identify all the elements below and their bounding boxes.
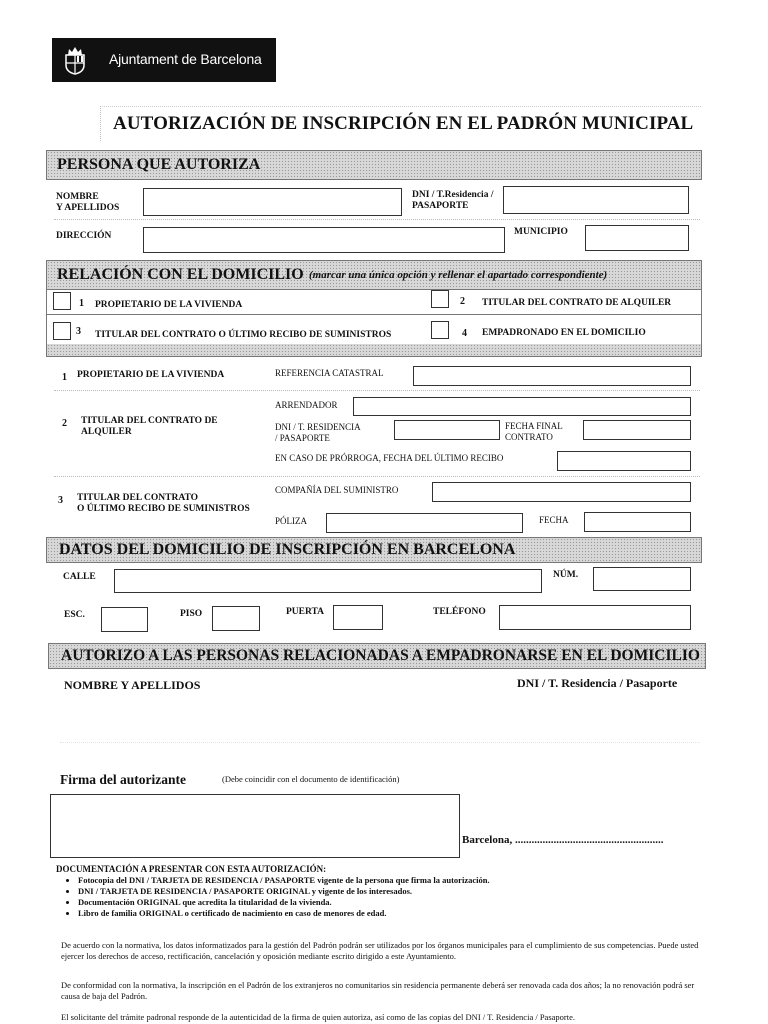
option-1-number: 1: [79, 298, 84, 309]
nombre-apellidos-field[interactable]: [143, 188, 402, 216]
option-propietario-checkbox[interactable]: [53, 292, 71, 310]
legal-note-2: De conformidad con la normativa, la inscripción en el Padrón de los extranjeros no comunitarios sin residencia permanente deberá ser renovada cada dos años; la no renovación podrá ser causa de baja del Padrón.: [61, 980, 695, 1001]
option-2-number: 2: [460, 296, 465, 307]
option-4-number: 4: [462, 328, 467, 339]
sub3-label-line1: TITULAR DEL CONTRATO: [77, 493, 199, 503]
municipio-field[interactable]: [585, 225, 689, 251]
ajuntament-logo: [52, 38, 276, 82]
num-field[interactable]: [593, 567, 691, 591]
arrendador-field[interactable]: [353, 397, 691, 416]
fecha-final-label-line1: FECHA FINAL: [505, 421, 563, 431]
document-title-frame: [100, 106, 701, 141]
fecha-final-contrato-label: [505, 421, 563, 443]
arrendador-label: ARRENDADOR: [275, 400, 338, 410]
sub2-label-line1: TITULAR DEL CONTRATO DE: [81, 416, 218, 426]
separator: [54, 390, 700, 391]
separator: [47, 314, 701, 315]
option-3-label: TITULAR DEL CONTRATO O ÚLTIMO RECIBO DE SUMINISTROS: [95, 330, 392, 340]
option-1-label: PROPIETARIO DE LA VIVIENDA: [95, 300, 243, 310]
sub3-label: [77, 493, 250, 515]
documentacion-header: DOCUMENTACIÓN A PRESENTAR CON ESTA AUTORIZACIÓN:: [56, 864, 327, 874]
sub1-label: PROPIETARIO DE LA VIVIENDA: [77, 370, 225, 380]
barcelona-emblem-icon: [60, 45, 90, 75]
doc-item: • DNI / TARJETA DE RESIDENCIA / PASAPORTE ORIGINAL y vigente de los interesados.: [78, 886, 716, 897]
calle-field[interactable]: [114, 569, 542, 593]
nombre-label-line2: Y APELLIDOS: [56, 203, 120, 213]
relacion-divider-band: [46, 344, 702, 357]
documentacion-block: [56, 864, 716, 919]
legal-note-1: De acuerdo con la normativa, los datos informatizados para la gestión del Padrón podrán ser utilizados por los órganos municipales para el cumplimiento de sus competencias. Puede usted ejercer los derechos de acceso, rectificación, cancelación y oposición mediante escrito dirigido a este Ayuntamiento.: [61, 940, 699, 961]
firma-signature-box[interactable]: [50, 794, 460, 858]
esc-label: ESC.: [64, 610, 85, 620]
document-title: AUTORIZACIÓN DE INSCRIPCIÓN EN EL PADRÓN MUNICIPAL: [113, 113, 694, 134]
column-header-nombre: NOMBRE Y APELLIDOS: [64, 678, 201, 692]
dni-label: [412, 190, 493, 212]
puerta-field[interactable]: [333, 605, 383, 630]
nombre-label-line1: NOMBRE: [56, 192, 99, 202]
option-titular-alquiler-checkbox[interactable]: [431, 290, 449, 308]
compania-label: COMPAÑÍA DEL SUMINISTRO: [275, 485, 399, 495]
referencia-catastral-field[interactable]: [413, 366, 691, 386]
sub3-label-line2: O ÚLTIMO RECIBO DE SUMINISTROS: [77, 504, 250, 514]
section-header-persona: [46, 150, 702, 180]
sub3-number: 3: [58, 495, 63, 506]
direccion-field[interactable]: [143, 227, 505, 253]
esc-field[interactable]: [101, 607, 148, 632]
sub2-number: 2: [62, 418, 67, 429]
list-separator: [60, 742, 700, 743]
fecha-suministro-field[interactable]: [584, 512, 691, 532]
poliza-label: PÓLIZA: [275, 516, 307, 526]
nombre-label: [56, 192, 119, 214]
telefono-label: TELÉFONO: [433, 607, 486, 617]
fecha-suministro-label: FECHA: [539, 515, 569, 525]
column-header-dni: DNI / T. Residencia / Pasaporte: [517, 676, 678, 690]
option-3-number: 3: [76, 326, 81, 337]
telefono-field[interactable]: [499, 605, 691, 630]
piso-field[interactable]: [212, 606, 260, 631]
section-title-persona: PERSONA QUE AUTORIZA: [57, 156, 261, 173]
section-header-relacion: [46, 260, 702, 290]
piso-label: PISO: [180, 609, 203, 619]
option-titular-suministros-checkbox[interactable]: [53, 322, 71, 340]
direccion-label: DIRECCIÓN: [56, 231, 112, 241]
documentacion-list: [56, 875, 716, 919]
relacion-instruction: (marcar una única opción y rellenar el apartado correspondiente): [309, 269, 608, 281]
option-2-label: TITULAR DEL CONTRATO DE ALQUILER: [482, 298, 672, 308]
arrendador-dni-field[interactable]: [394, 420, 500, 440]
firma-label: Firma del autorizante: [60, 772, 186, 787]
arrendador-dni-label-line2: / PASAPORTE: [275, 433, 330, 443]
separator: [54, 476, 700, 477]
option-4-label: EMPADRONADO EN EL DOMICILIO: [482, 328, 646, 338]
separator: [54, 219, 700, 220]
prorroga-label: EN CASO DE PRÓRROGA, FECHA DEL ÚLTIMO RECIBO: [275, 453, 504, 463]
section-title-autorizo: AUTORIZO A LAS PERSONAS RELACIONADAS A EMPADRONARSE EN EL DOMICILIO: [61, 647, 700, 664]
dni-field[interactable]: [503, 186, 689, 214]
section-title-domicilio: DATOS DEL DOMICILIO DE INSCRIPCIÓN EN BARCELONA: [59, 541, 516, 558]
doc-item: • Fotocopia del DNI / TARJETA DE RESIDENCIA / PASAPORTE vigente de la persona que firma la autorización.: [78, 875, 716, 886]
section-header-autorizo: [48, 643, 706, 669]
poliza-field[interactable]: [326, 513, 523, 533]
section-header-domicilio: [46, 537, 702, 563]
arrendador-dni-label-line1: DNI / T. RESIDENCIA: [275, 422, 361, 432]
doc-item: • Libro de familia ORIGINAL o certificado de nacimiento en caso de menores de edad.: [78, 908, 716, 919]
fecha-final-label-line2: CONTRATO: [505, 432, 553, 442]
option-empadronado-checkbox[interactable]: [431, 321, 449, 339]
firma-note: (Debe coincidir con el documento de identificación): [222, 774, 400, 784]
num-label: NÚM.: [553, 570, 579, 580]
compania-field[interactable]: [432, 482, 691, 502]
referencia-catastral-label: REFERENCIA CATASTRAL: [275, 368, 384, 378]
fecha-final-contrato-field[interactable]: [583, 420, 691, 440]
dni-label-line2: PASAPORTE: [412, 201, 469, 211]
firma-city-date: Barcelona, ......................................................: [462, 834, 664, 846]
sub2-label-line2: ALQUILER: [81, 427, 132, 437]
dni-label-line1: DNI / T.Residencia /: [412, 190, 494, 200]
arrendador-dni-label: [275, 422, 361, 444]
calle-label: CALLE: [63, 572, 96, 582]
sub2-label: [81, 416, 218, 438]
fecha-ultimo-recibo-field[interactable]: [557, 451, 691, 471]
section-title-relacion: RELACIÓN CON EL DOMICILIO: [57, 266, 304, 283]
municipio-label: MUNICIPIO: [514, 227, 568, 237]
doc-item: • Documentación ORIGINAL que acredita la titularidad de la vivienda.: [78, 897, 716, 908]
logo-text: Ajuntament de Barcelona: [109, 51, 262, 67]
sub1-number: 1: [62, 372, 67, 383]
puerta-label: PUERTA: [286, 607, 325, 617]
legal-note-3: El solicitante del trámite padronal responde de la autenticidad de la firma de quien autoriza, así como de las copias del DNI / T. Residencia / Pasaporte.: [61, 1012, 575, 1022]
